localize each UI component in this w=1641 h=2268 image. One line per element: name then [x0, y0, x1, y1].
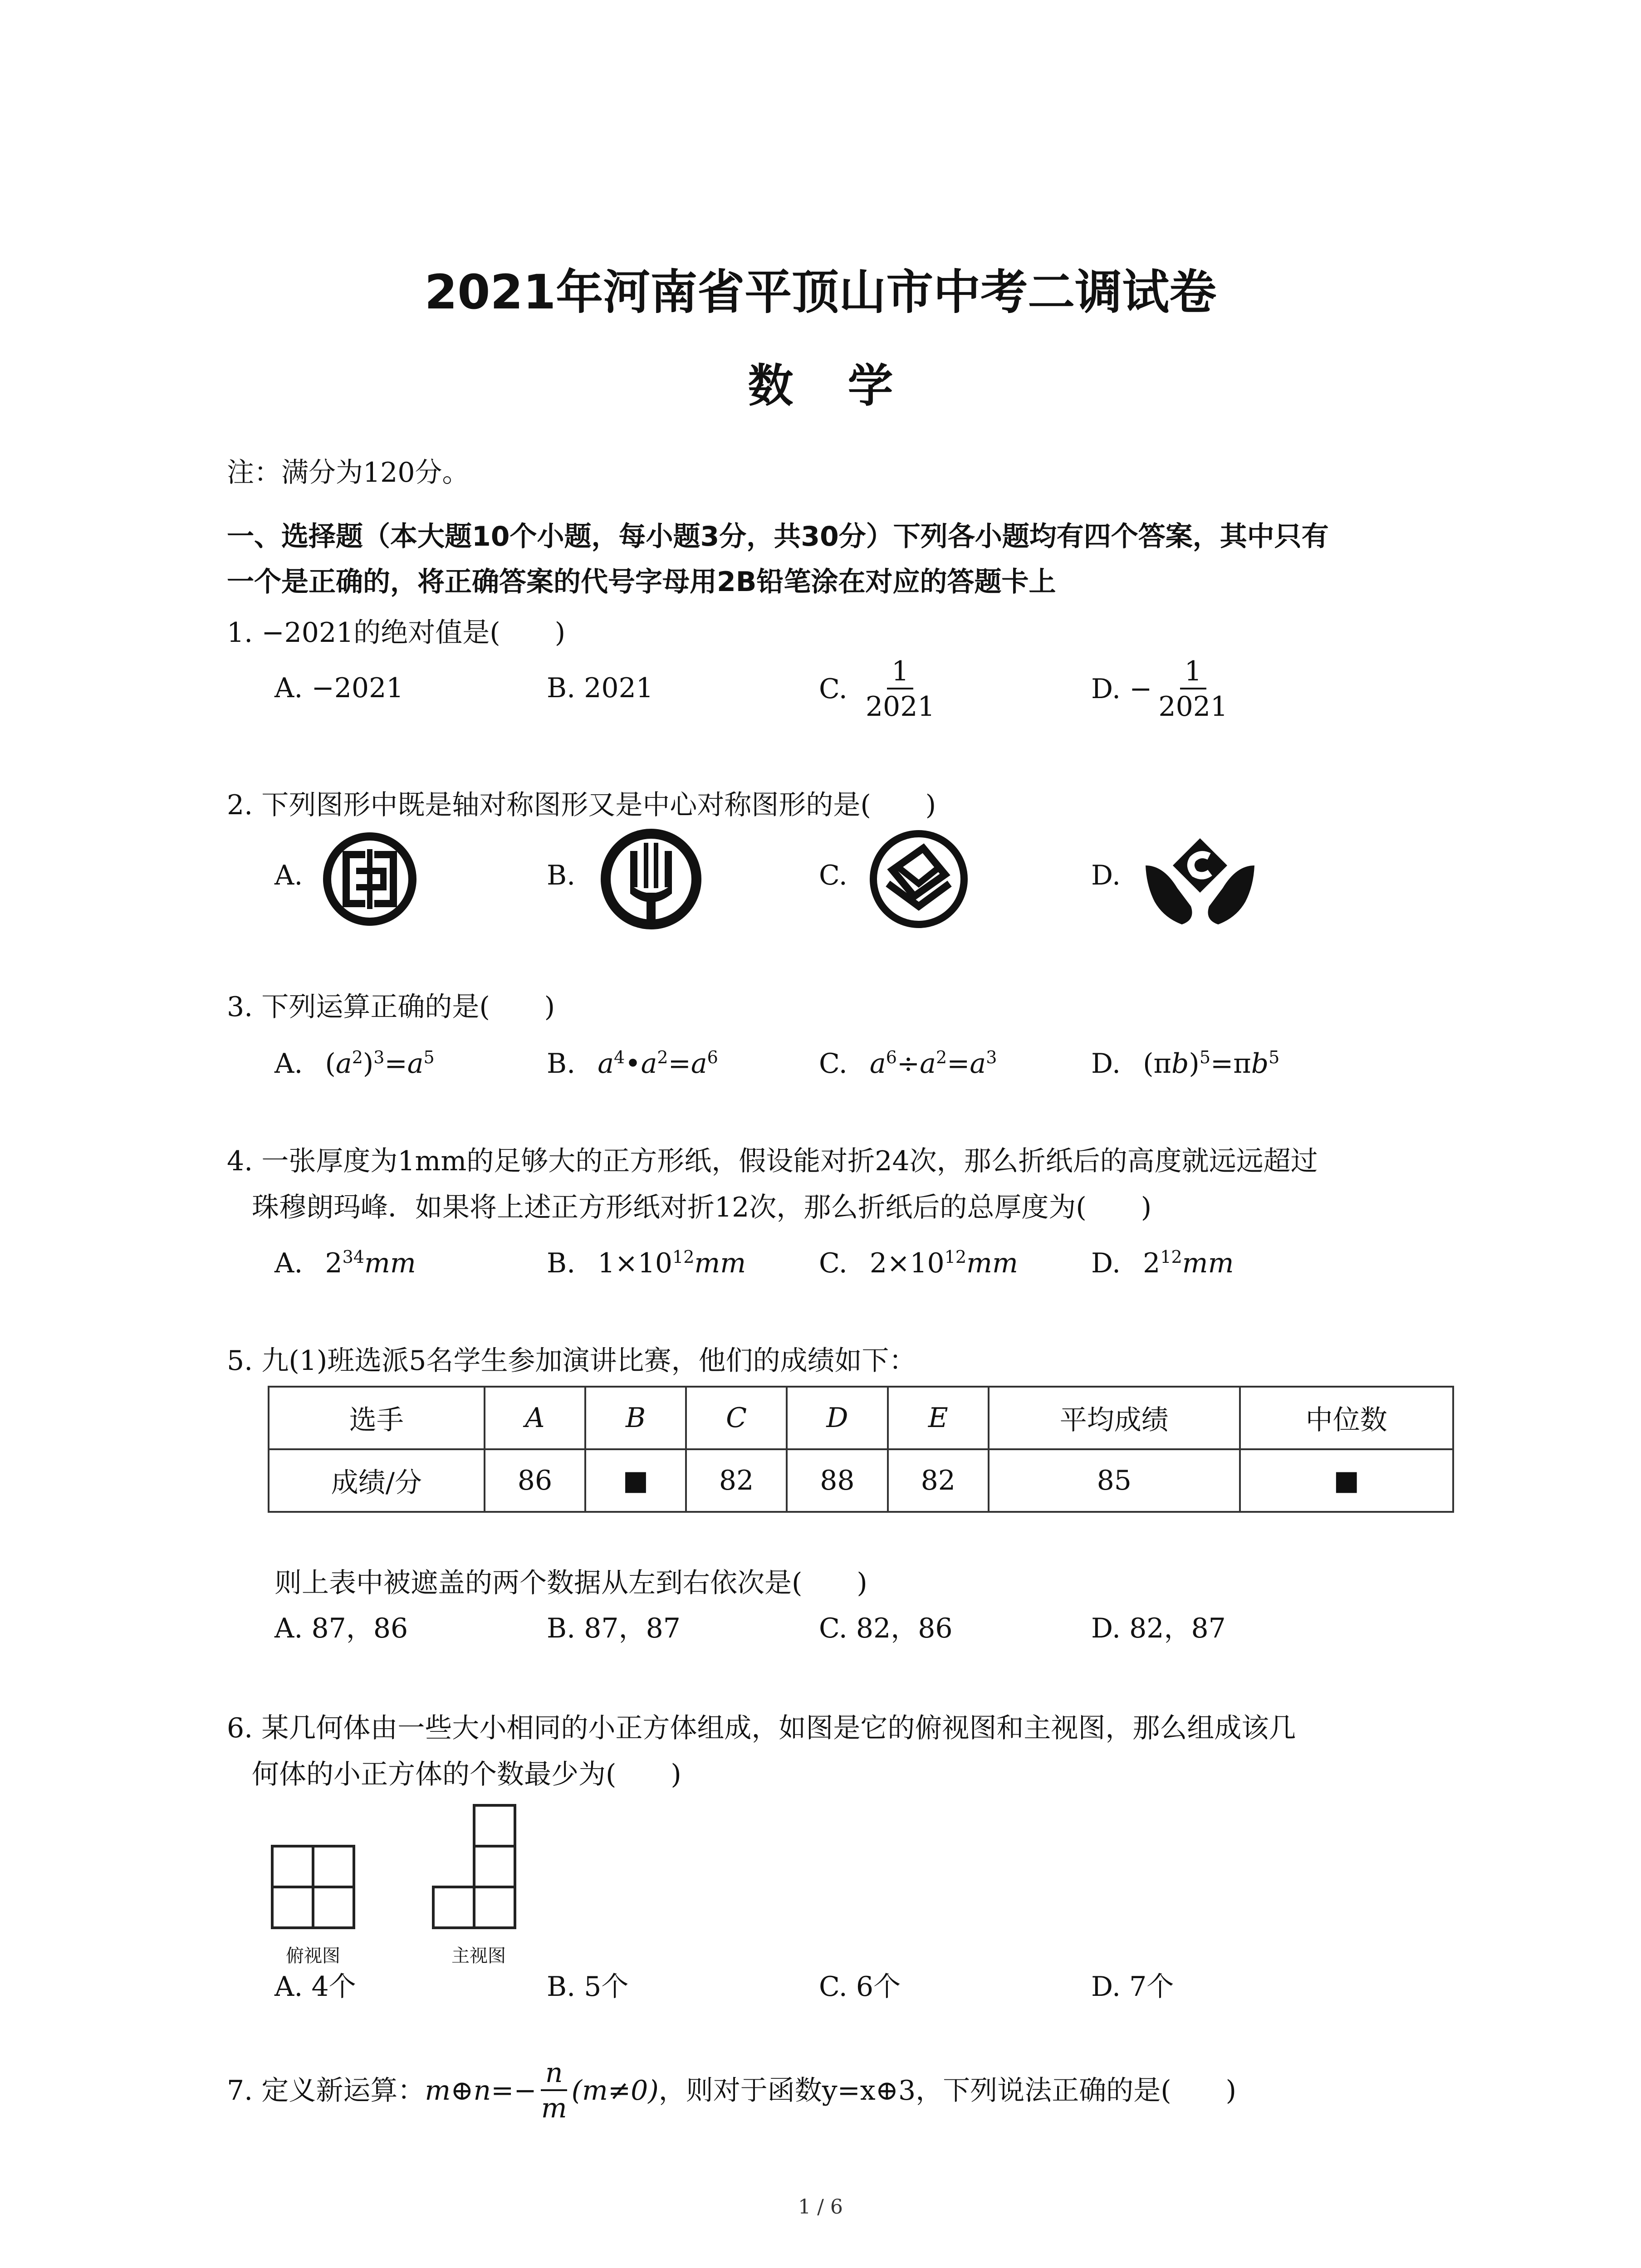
q1-option-d-label: D. −	[1091, 673, 1152, 705]
section-heading-line1: 一、选择题（本大题10个小题，每小题3分，共30分）下列各小题均有四个答案，其中只有	[227, 521, 1329, 552]
header-cell-c: C	[686, 1387, 787, 1449]
q3-option-a	[274, 1047, 435, 1080]
q6-stem-line1: 6. 某几何体由一些大小相同的小正方体组成，如图是它的俯视图和主视图，那么组成该几	[227, 1712, 1296, 1744]
q7-prefix: 7. 定义新运算：	[227, 2075, 425, 2107]
section-heading-line2: 一个是正确的，将正确答案的代号字母用2B铅笔涂在对应的答题卡上	[227, 566, 1056, 598]
score-cell-d: 88	[787, 1449, 887, 1512]
row-label-score: 成绩/分	[269, 1449, 485, 1512]
header-cell-e: E	[888, 1387, 989, 1449]
q6-stem-line2: 何体的小正方体的个数最少为( )	[252, 1759, 681, 1790]
header-cell-d: D	[787, 1387, 887, 1449]
score-cell-median-hidden: ■	[1240, 1449, 1453, 1512]
q4-option-b	[547, 1248, 746, 1277]
page-number: 1 / 6	[798, 2195, 843, 2219]
q3-stem: 3. 下列运算正确的是( )	[227, 991, 555, 1023]
logo-b-icon	[597, 825, 705, 934]
front-view-figure	[429, 1801, 519, 1932]
q1-option-b: B. 2021	[547, 672, 653, 704]
score-cell-a: 86	[485, 1449, 585, 1512]
logo-a-icon	[320, 829, 420, 929]
q2-option-c: C.	[819, 860, 847, 891]
q3-option-c	[819, 1047, 997, 1080]
header-cell-median: 中位数	[1240, 1387, 1453, 1449]
header-cell-average: 平均成绩	[989, 1387, 1240, 1449]
q4-option-b-label: B.	[547, 1247, 576, 1279]
q2-option-a: A.	[274, 860, 303, 891]
q3-option-b-expr: $a^4•a^2=a^6$	[598, 1047, 718, 1080]
q6-option-d: D. 7个	[1091, 1971, 1174, 2003]
q1-option-c-denominator: 2021	[865, 691, 935, 723]
q3-option-d-expr: $(\pi b)^5=\pi b^5$	[1143, 1047, 1280, 1080]
q3-option-b	[547, 1047, 718, 1080]
q3-option-d-label: D.	[1091, 1048, 1121, 1080]
q1-option-c	[819, 655, 940, 723]
q7-stem	[227, 2059, 1236, 2122]
header-cell-a: A	[485, 1387, 585, 1449]
score-cell-average: 85	[989, 1449, 1240, 1512]
q3-option-c-expr: $a^6\div a^2=a^3$	[869, 1047, 997, 1080]
q1-option-a: A. −2021	[274, 672, 404, 704]
q7-condition: (m≠0)	[571, 2075, 659, 2107]
top-view-figure	[268, 1842, 358, 1932]
q7-denominator: m	[541, 2092, 567, 2124]
score-table	[268, 1386, 1454, 1513]
q5-option-b: B. 87，87	[547, 1613, 681, 1644]
q4-option-c-label: C.	[819, 1247, 847, 1279]
q3-option-a-expr: $(a^2)^3=a^5$	[325, 1047, 435, 1080]
q1-option-d	[1091, 655, 1232, 723]
q6-option-c: C. 6个	[819, 1971, 901, 2003]
q4-stem-line2: 珠穆朗玛峰．如果将上述正方形纸对折12次，那么折纸后的总厚度为( )	[252, 1192, 1152, 1223]
q4-option-a-expr: $2^{34}mm$	[325, 1247, 416, 1279]
q3-option-d	[1091, 1047, 1280, 1080]
header-cell-b: B	[585, 1387, 686, 1449]
score-cell-c: 82	[686, 1449, 787, 1512]
q4-stem-line1: 4. 一张厚度为1mm的足够大的正方形纸，假设能对折24次，那么折纸后的高度就远远超过	[227, 1145, 1318, 1177]
page-title: 2021年河南省平顶山市中考二调试卷	[424, 264, 1217, 320]
subject-title: 数学	[748, 359, 948, 412]
q3-option-c-label: C.	[819, 1048, 847, 1080]
q4-option-d-expr: $2^{12}mm$	[1143, 1247, 1234, 1279]
score-cell-b-hidden: ■	[585, 1449, 686, 1512]
logo-c-icon	[864, 825, 973, 934]
header-cell-player: 选手	[269, 1387, 485, 1449]
q1-option-d-denominator: 2021	[1158, 691, 1228, 723]
q7-suffix: ，则对于函数y=x⊕3，下列说法正确的是( )	[658, 2075, 1237, 2107]
score-cell-e: 82	[888, 1449, 989, 1512]
q4-option-c-expr: $2\times 10^{12}mm$	[869, 1247, 1018, 1279]
q4-option-b-expr: $1\times 10^{12}mm$	[598, 1247, 746, 1279]
q6-option-b: B. 5个	[547, 1971, 629, 2003]
q2-stem: 2. 下列图形中既是轴对称图形又是中心对称图形的是( )	[227, 789, 936, 821]
q5-option-d: D. 82，87	[1091, 1613, 1226, 1644]
q4-option-d	[1091, 1248, 1234, 1277]
q5-option-a: A. 87，86	[274, 1613, 408, 1644]
q1-option-c-label: C.	[819, 673, 847, 705]
q1-option-d-fraction	[1154, 655, 1232, 723]
q4-option-d-label: D.	[1091, 1247, 1121, 1279]
q2-option-b: B.	[547, 860, 576, 891]
q6-option-a: A. 4个	[274, 1971, 356, 2003]
q5-option-c: C. 82，86	[819, 1613, 953, 1644]
q1-option-d-numerator: 1	[1180, 658, 1206, 689]
q3-option-a-label: A.	[274, 1048, 303, 1080]
top-view-caption: 俯视图	[286, 1945, 340, 1966]
q5-question: 则上表中被遮盖的两个数据从左到右依次是( )	[274, 1567, 867, 1599]
q7-numerator: n	[541, 2059, 568, 2091]
q5-stem: 5. 九(1)班选派5名学生参加演讲比赛，他们的成绩如下：	[227, 1345, 916, 1377]
score-note: 注：满分为120分。	[227, 457, 470, 489]
q7-definition: m⊕n=−	[425, 2075, 537, 2107]
q4-option-c	[819, 1248, 1018, 1277]
logo-d-icon	[1136, 834, 1264, 929]
q1-stem: 1. −2021的绝对值是( )	[227, 617, 566, 649]
q2-option-d: D.	[1091, 860, 1121, 891]
q7-fraction	[537, 2059, 572, 2122]
q1-option-c-numerator: 1	[887, 658, 913, 689]
q1-option-c-fraction	[861, 655, 940, 723]
score-table-header-row	[269, 1387, 1453, 1449]
front-view-caption: 主视图	[451, 1945, 506, 1966]
q3-option-b-label: B.	[547, 1048, 576, 1080]
q4-option-a-label: A.	[274, 1247, 303, 1279]
score-table-data-row	[269, 1449, 1453, 1512]
q4-option-a	[274, 1248, 416, 1277]
